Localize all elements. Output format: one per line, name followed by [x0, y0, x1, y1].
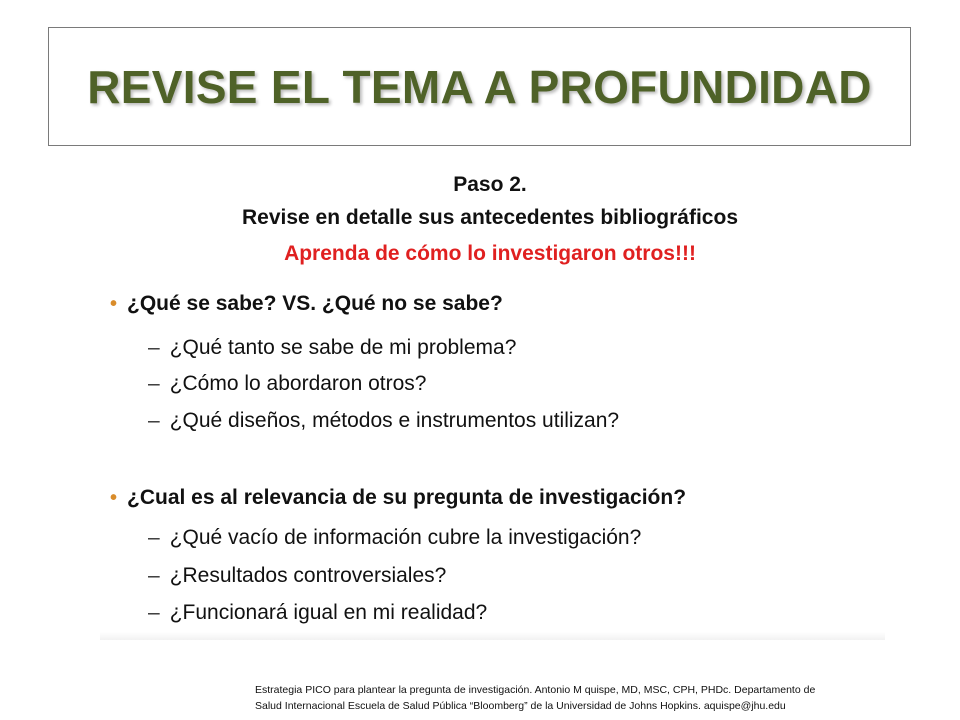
- list-item-text: ¿Qué vacío de información cubre la investigación?: [169, 526, 642, 549]
- slide-content-image: [100, 160, 885, 640]
- step-heading: Paso 2.: [453, 173, 527, 196]
- list-item: [148, 409, 619, 433]
- section-2-text: ¿Cual es al relevancia de su pregunta de investigación?: [127, 486, 687, 509]
- footer-line-2: Salud Internacional Escuela de Salud Pública “Bloomberg” de la Universidad de Johns Hopkins. aquispe@jhu.edu: [255, 700, 786, 712]
- footer-line-1: Estrategia PICO para plantear la pregunta de investigación. Antonio M quispe, MD, MSC, CPH, PHDc. Departamento de: [255, 684, 816, 696]
- subtitle-heading: Revise en detalle sus antecedentes bibliográficos: [241, 206, 738, 229]
- slide-title: REVISE EL TEMA A PROFUNDIDAD: [87, 60, 872, 113]
- list-item: [148, 336, 516, 360]
- content-shadow: [100, 632, 885, 640]
- list-item-text: ¿Qué diseños, métodos e instrumentos utilizan?: [169, 409, 620, 432]
- list-item-text: ¿Funcionará igual en mi realidad?: [169, 601, 488, 624]
- list-item-text: ¿Resultados controversiales?: [169, 564, 447, 587]
- highlight-heading: Aprenda de cómo lo investigaron otros!!!: [284, 242, 696, 265]
- list-item: [148, 526, 641, 550]
- dash-icon: –: [148, 601, 160, 624]
- bullet-icon: •: [110, 487, 118, 509]
- section-1-bullet: [110, 292, 503, 316]
- list-item: [148, 601, 487, 625]
- list-item-text: ¿Cómo lo abordaron otros?: [169, 372, 427, 395]
- dash-icon: –: [148, 564, 160, 587]
- dash-icon: –: [148, 336, 160, 359]
- dash-icon: –: [148, 526, 160, 549]
- section-2-bullet: [110, 486, 686, 510]
- list-item: [148, 564, 446, 588]
- footer-citation: [255, 682, 945, 714]
- dash-icon: –: [148, 409, 160, 432]
- bullet-icon: •: [110, 293, 118, 315]
- section-1-text: ¿Qué se sabe? VS. ¿Qué no se sabe?: [127, 292, 503, 315]
- list-item: [148, 372, 427, 396]
- title-box: [48, 27, 911, 146]
- list-item-text: ¿Qué tanto se sabe de mi problema?: [169, 336, 517, 359]
- dash-icon: –: [148, 372, 160, 395]
